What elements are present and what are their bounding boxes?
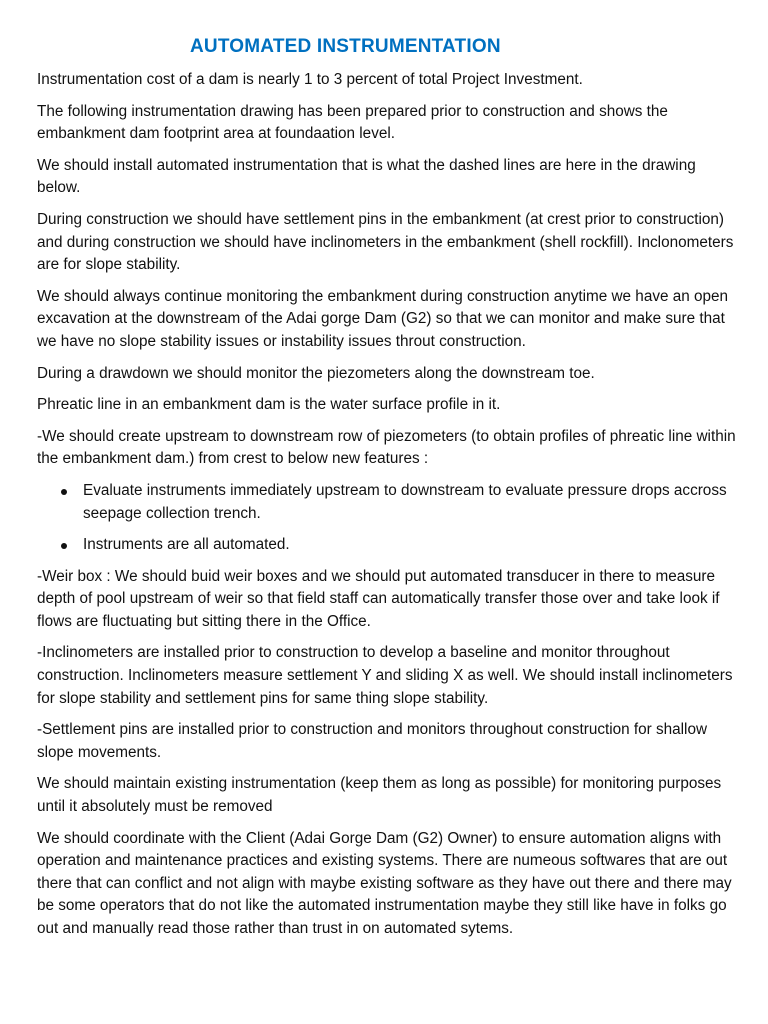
bullet-list: [37, 480, 737, 557]
paragraph: -Weir box : We should buid weir boxes and we should put automated transducer in there to measure depth of pool upstream of weir so that field staff can automatically transfer those over and take look if flows are fluctuating but sitting there in the Office.: [37, 567, 720, 630]
document-title: AUTOMATED INSTRUMENTATION: [190, 36, 501, 57]
paragraph: During a drawdown we should monitor the piezometers along the downstream toe.: [37, 364, 595, 382]
paragraph: We should maintain existing instrumentation (keep them as long as possible) for monitoring purposes until it absolutely must be removed: [37, 775, 722, 816]
paragraph: -We should create upstream to downstream row of piezometers (to obtain profiles of phreatic line within the embankment dam.) from crest to below new features :: [37, 427, 736, 468]
bullet-icon: [61, 543, 67, 549]
bullet-icon: [61, 489, 67, 495]
paragraph: We should coordinate with the Client (Adai Gorge Dam (G2) Owner) to ensure automation aligns with operation and maintenance practices and existing systems. There are numeous softwares that are out there that can conflict and not align with maybe existing software as they have out there and there may be some operators that do not like the automated instrumentation maybe they still like have in folks go out and manually read those rather than trust in on automated sytems.: [37, 829, 732, 937]
paragraph: During construction we should have settlement pins in the embankment (at crest prior to construction) and during construction we should have inclinometers in the embankment (shell rockfill). Inclonometers are for slope stability.: [37, 210, 734, 274]
document-page: [37, 34, 737, 950]
paragraph: The following instrumentation drawing has been prepared prior to construction and shows the embankment dam footprint area at foundaation level.: [37, 102, 668, 143]
paragraph: Phreatic line in an embankment dam is the water surface profile in it.: [37, 396, 501, 414]
paragraph: -Inclinometers are installed prior to construction to develop a baseline and monitor throughout construction. Inclinometers measure settlement Y and sliding X as well. We should install inclinometers for slope stability and settlement pins for same thing slope stability.: [37, 644, 733, 707]
paragraph: Instrumentation cost of a dam is nearly 1 to 3 percent of total Project Investment.: [37, 71, 583, 88]
paragraph: We should install automated instrumentation that is what the dashed lines are here in the drawing below.: [37, 156, 696, 197]
paragraph: We should always continue monitoring the embankment during construction anytime we have an open excavation at the downstream of the Adai gorge Dam (G2) so that we can monitor and make sure that we have no slope stability issues or instability issues throut construction.: [37, 287, 729, 350]
paragraph: -Settlement pins are installed prior to construction and monitors throughout construction for shallow slope movements.: [37, 721, 708, 761]
list-item-text: Instruments are all automated.: [83, 536, 290, 554]
list-item-text: Evaluate instruments immediately upstream to downstream to evaluate pressure drops accross seepage collection trench.: [83, 481, 727, 522]
list-item: [83, 534, 737, 557]
list-item: [83, 480, 737, 525]
